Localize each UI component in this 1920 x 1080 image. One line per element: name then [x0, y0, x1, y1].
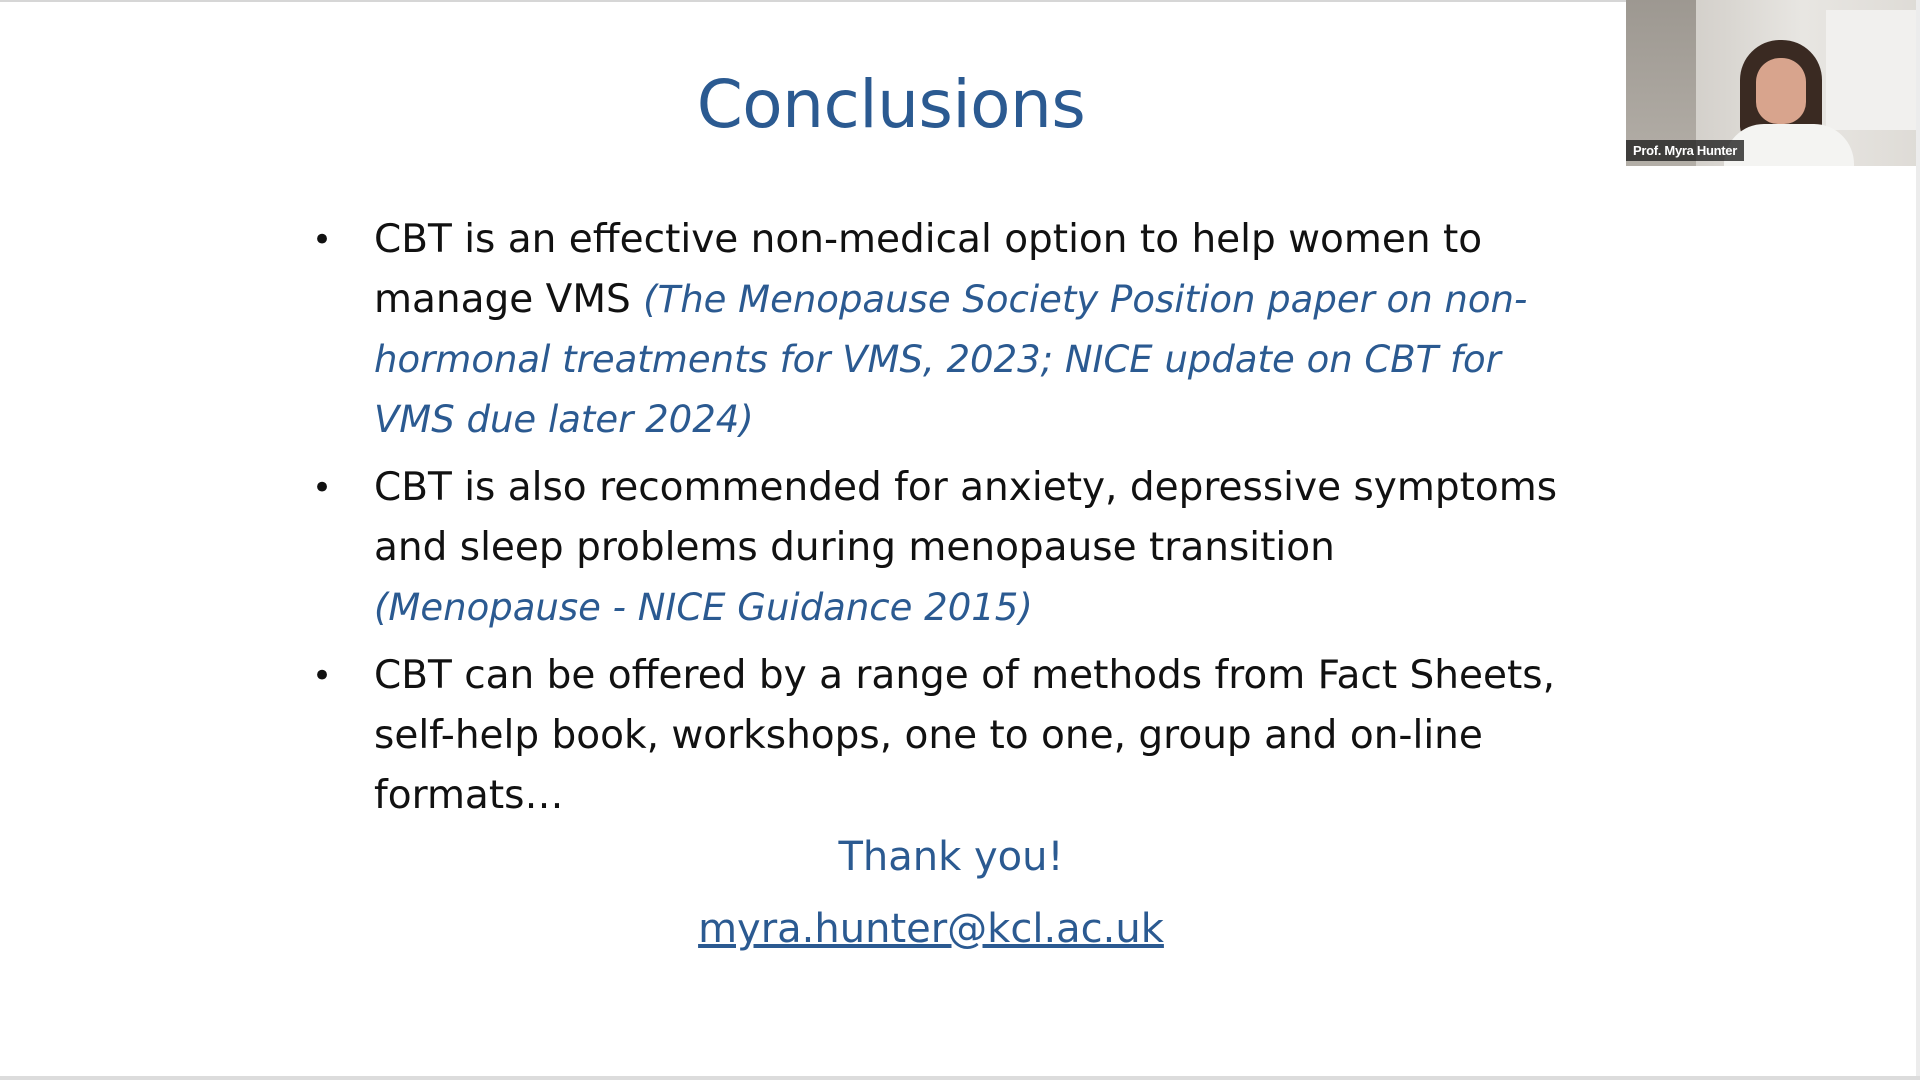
bullet-text: CBT is an effective non-medical option to help women to manage VMS	[374, 217, 1483, 322]
bullet-reference: (Menopause - NICE Guidance 2015)	[374, 586, 1033, 629]
video-window	[1826, 10, 1920, 130]
participant-video-tile[interactable]	[1626, 0, 1920, 166]
bullet-item	[312, 458, 1572, 638]
email-link[interactable]: myra.hunter@kcl.ac.uk	[698, 906, 1164, 952]
bullet-list	[312, 210, 1572, 834]
bullet-text: CBT is also recommended for anxiety, depressive symptoms and sleep problems during menopause transition	[374, 465, 1558, 570]
bottom-border	[0, 1076, 1920, 1080]
participant-face	[1756, 58, 1806, 124]
bullet-dot-icon: •	[312, 656, 333, 696]
bullet-text: CBT can be offered by a range of methods from Fact Sheets, self-help book, workshops, one to one, group and on-line formats…	[374, 653, 1556, 818]
bullet-dot-icon: •	[312, 220, 333, 260]
bullet-item	[312, 646, 1572, 826]
participant-name-label: Prof. Myra Hunter	[1626, 140, 1744, 161]
bullet-item	[312, 210, 1572, 450]
slide-title: Conclusions	[696, 66, 1086, 143]
bullet-reference: (The Menopause Society Position paper on non-hormonal treatments for VMS, 2023; NICE update on CBT for VMS due later 2024)	[374, 278, 1528, 441]
right-border	[1916, 0, 1920, 1080]
bullet-dot-icon: •	[312, 468, 333, 508]
thank-you-text: Thank you!	[838, 834, 1064, 880]
